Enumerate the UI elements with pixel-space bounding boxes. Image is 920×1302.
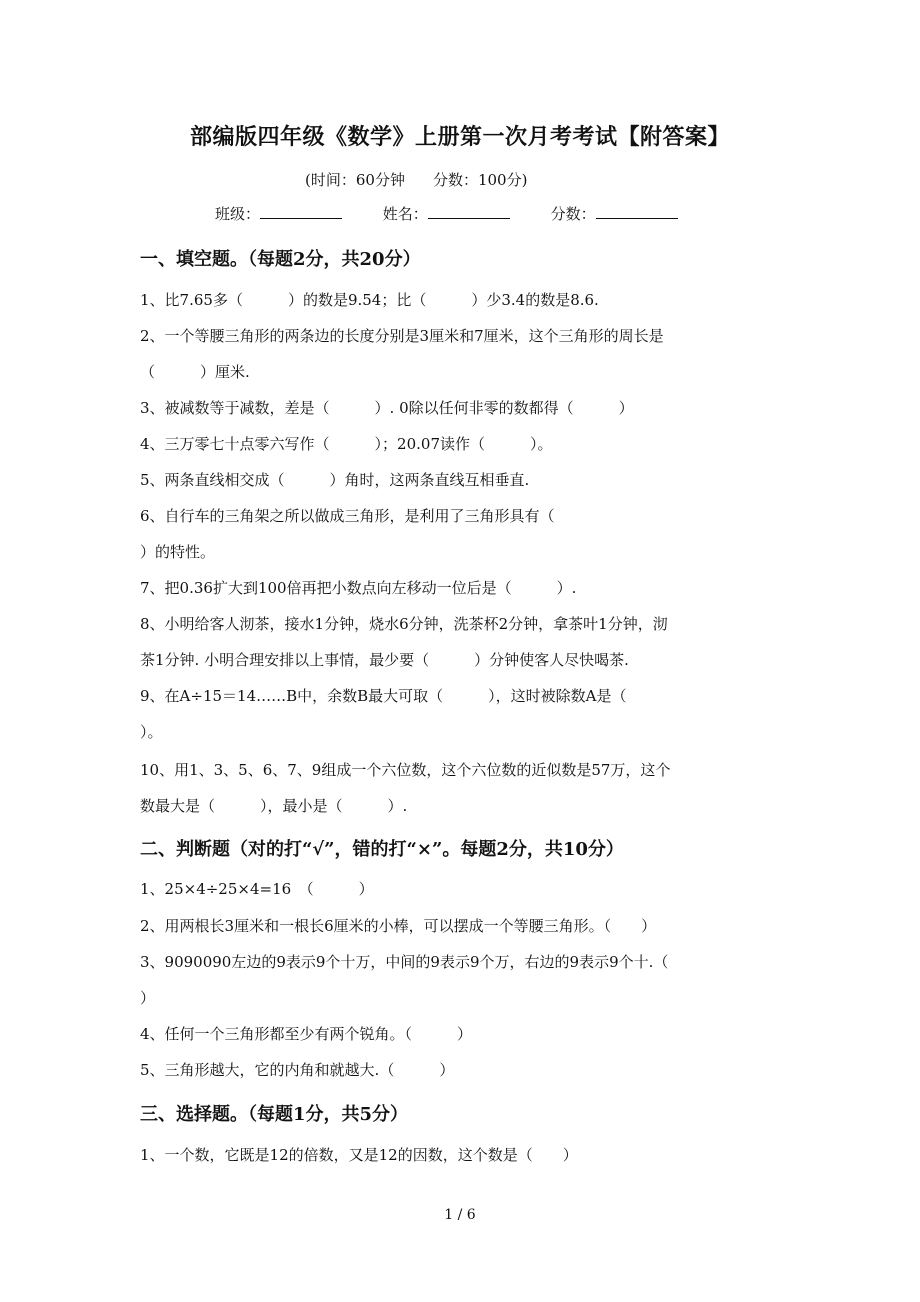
section-heading-fill-blank: 一、填空题。（每题2分，共20分）: [140, 249, 421, 270]
question-line: ）。: [140, 723, 163, 741]
score-field: 分数：: [551, 203, 678, 224]
section-heading-true-false: 二、判断题（对的打“√”，错的打“×”。每题2分，共10分）: [140, 839, 624, 860]
exam-time: (时间：60分钟: [305, 171, 405, 189]
question-line: 2、用两根长3厘米和一根长6厘米的小棒，可以摆成一个等腰三角形。（ ）: [140, 917, 657, 935]
name-blank: [428, 203, 510, 219]
student-info: [215, 203, 714, 224]
question-line: 3、9090090左边的9表示9个十万，中间的9表示9个万，右边的9表示9个十.（: [140, 953, 669, 971]
question-line: 5、三角形越大，它的内角和就越大.（ ）: [140, 1061, 455, 1079]
question-line: 7、把0.36扩大到100倍再把小数点向左移动一位后是（ ）.: [140, 579, 577, 597]
question-line: 1、比7.65多（ ）的数是9.54；比（ ）少3.4的数是8.6.: [140, 291, 599, 309]
question-line: （ ）厘米.: [140, 363, 250, 381]
question-line: 10、用1、3、5、6、7、9组成一个六位数，这个六位数的近似数是57万，这个: [140, 761, 671, 779]
question-line: 4、任何一个三角形都至少有两个锐角。（ ）: [140, 1025, 473, 1043]
question-line: 6、自行车的三角架之所以做成三角形，是利用了三角形具有（: [140, 507, 555, 525]
question-line: 1、一个数，它既是12的倍数，又是12的因数，这个数是（ ）: [140, 1146, 578, 1164]
question-line: 9、在A÷15＝14……B中，余数B最大可取（ ），这时被除数A是（: [140, 687, 627, 705]
question-line: 2、一个等腰三角形的两条边的长度分别是3厘米和7厘米，这个三角形的周长是: [140, 327, 664, 345]
question-line: 1、25×4÷25×4=16 （ ）: [140, 880, 374, 898]
page-title: 部编版四年级《数学》上册第一次月考考试【附答案】: [189, 124, 730, 150]
question-line: ）的特性。: [140, 543, 216, 561]
question-line: 3、被减数等于减数，差是（ ）. 0除以任何非零的数都得（ ）: [140, 399, 634, 417]
question-line: ）: [140, 989, 156, 1007]
question-line: 4、三万零七十点零六写作（ ）；20.07读作（ ）。: [140, 435, 553, 453]
question-line: 5、两条直线相交成（ ）角时，这两条直线互相垂直.: [140, 471, 530, 489]
section-heading-multiple-choice: 三、选择题。（每题1分，共5分）: [140, 1104, 409, 1125]
exam-total-score: 分数：100分): [432, 171, 528, 189]
class-blank: [260, 203, 342, 219]
class-field: 班级：: [215, 203, 342, 224]
score-blank: [596, 203, 678, 219]
question-line: 数最大是（ ），最小是（ ）.: [140, 797, 408, 815]
question-line: 8、小明给客人沏茶，接水1分钟，烧水6分钟，洗茶杯2分钟，拿茶叶1分钟，沏: [140, 615, 668, 633]
name-field: 姓名：: [383, 203, 510, 224]
question-line: 茶1分钟. 小明合理安排以上事情，最少要（ ）分钟使客人尽快喝茶.: [140, 651, 629, 669]
page-number: 1 / 6: [444, 1207, 476, 1223]
exam-meta: [305, 169, 555, 190]
